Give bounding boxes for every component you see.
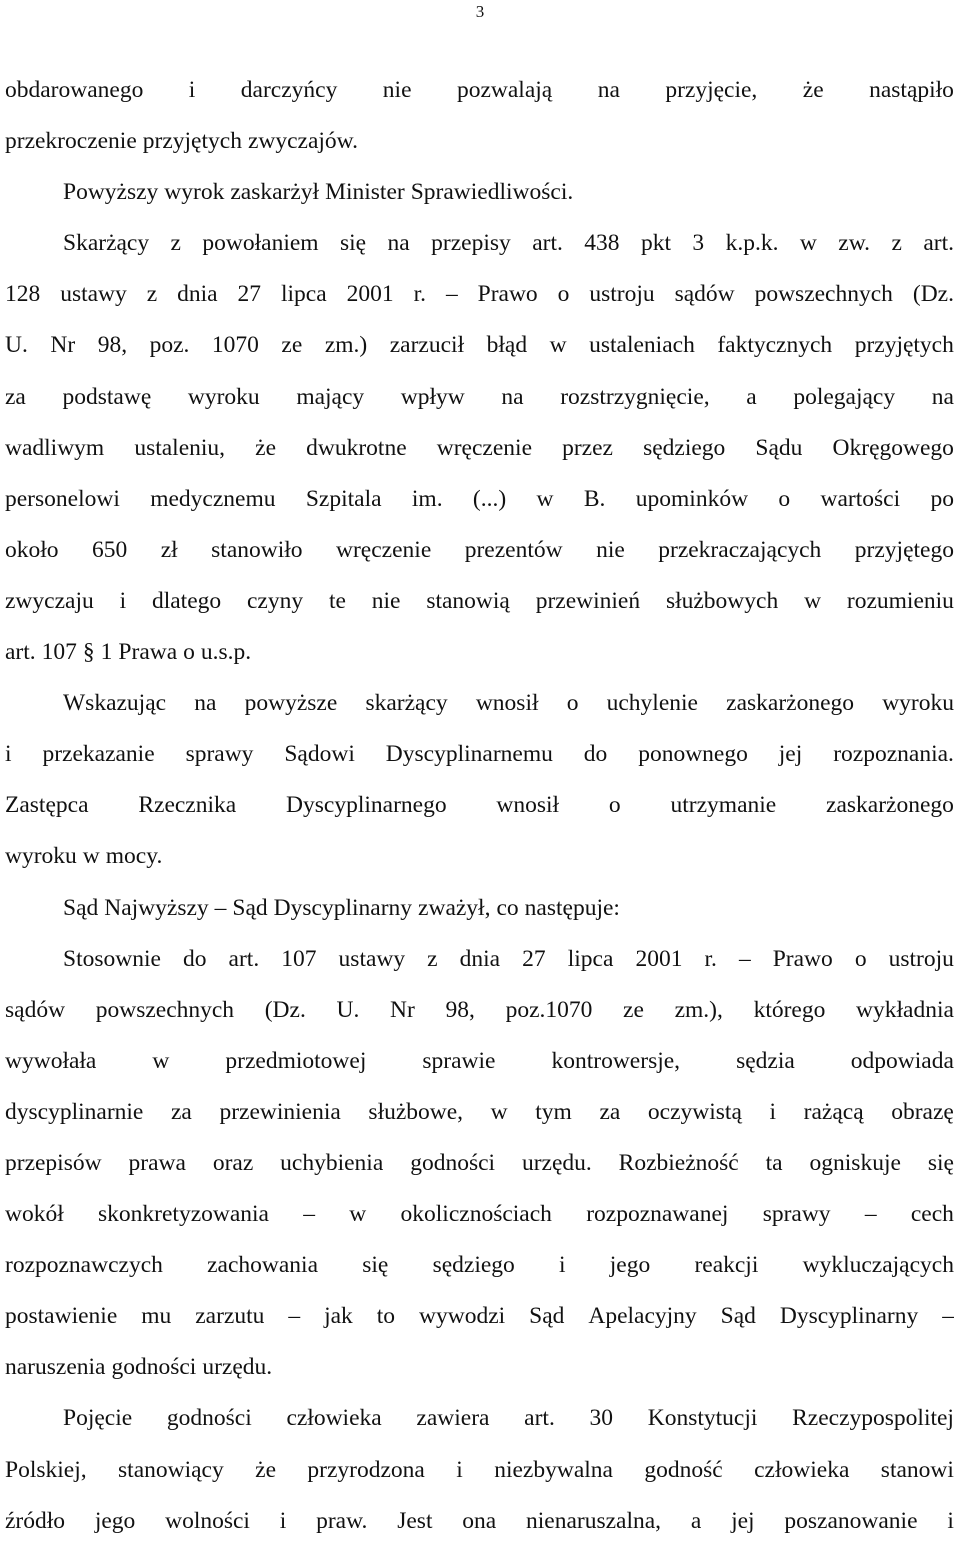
- page-number: 3: [475, 2, 485, 21]
- word: reakcji: [694, 1252, 759, 1279]
- word: do: [182, 945, 207, 972]
- word: za: [599, 1098, 621, 1125]
- text-line: [5, 1036, 954, 1087]
- word: uchybienia: [280, 1149, 384, 1176]
- word: w: [82, 843, 100, 870]
- text-line: [5, 934, 954, 985]
- text-line: [5, 167, 954, 218]
- text-line: [5, 218, 954, 269]
- word: 650: [92, 536, 128, 563]
- word: uchylenie: [606, 690, 698, 717]
- word: się: [362, 1252, 389, 1279]
- word: Dyscyplinarnego: [286, 792, 447, 819]
- text-line: [5, 1087, 954, 1138]
- word: utrzymanie: [670, 792, 777, 819]
- word: w: [799, 230, 817, 257]
- word: §: [82, 639, 95, 666]
- word: zaskarżonego: [826, 792, 954, 819]
- word: w: [804, 587, 822, 614]
- word: obrazę: [891, 1098, 954, 1125]
- word: wyroku: [5, 843, 77, 870]
- word: rozpoznania.: [833, 741, 954, 768]
- word: stanowią: [426, 587, 510, 614]
- word: skarżący: [365, 690, 448, 717]
- word: człowieka: [754, 1456, 850, 1483]
- word: urzędu.: [202, 1354, 273, 1381]
- word: na: [387, 230, 410, 257]
- word: obdarowanego: [5, 77, 144, 103]
- word: 1070: [211, 332, 259, 359]
- word: 107: [41, 639, 77, 666]
- word: a: [746, 383, 757, 410]
- word: Sąd: [529, 1303, 565, 1330]
- word: wolności: [165, 1507, 250, 1534]
- word: pkt: [640, 230, 671, 257]
- word: Nr: [390, 996, 415, 1023]
- word: w: [349, 1201, 367, 1228]
- word: przedmiotowej: [225, 1047, 367, 1074]
- word: urzędu.: [521, 1149, 592, 1176]
- word: wyroku: [882, 690, 954, 717]
- word: Skarżący: [63, 230, 150, 257]
- word: r.: [704, 945, 717, 972]
- word: jego: [94, 1507, 136, 1534]
- word: jej: [731, 1507, 755, 1534]
- word: darczyńcy: [240, 77, 338, 103]
- word: upominków: [635, 485, 749, 512]
- word: medycznemu: [150, 485, 276, 512]
- word: że: [255, 434, 277, 461]
- word: ze: [623, 996, 644, 1023]
- word: postawienie: [5, 1303, 118, 1330]
- word: powszechnych: [754, 281, 893, 308]
- word: przez: [562, 434, 613, 461]
- word: służbowych: [665, 587, 779, 614]
- word: wręczenie: [336, 536, 432, 563]
- word: o: [566, 690, 579, 717]
- word: 2001: [346, 281, 394, 308]
- word: Prawo: [477, 281, 538, 308]
- word: przepisów: [5, 1149, 102, 1176]
- word: art.: [524, 1405, 555, 1432]
- word: Minister: [325, 179, 405, 206]
- word: Sąd: [63, 894, 99, 921]
- word: w: [152, 1047, 170, 1074]
- word: to: [376, 1303, 396, 1330]
- word: Konstytucji: [647, 1405, 758, 1432]
- text-line: [5, 576, 954, 627]
- word: k.p.k.: [725, 230, 779, 257]
- text-line: [5, 831, 954, 882]
- word: przyrodzona: [307, 1456, 425, 1483]
- word: i: [5, 741, 12, 768]
- word: 98,: [97, 332, 128, 359]
- word: sądów: [5, 996, 66, 1023]
- word: przyjęcie,: [665, 77, 758, 103]
- word: zachowania: [207, 1252, 319, 1279]
- word: zarzutu: [195, 1303, 265, 1330]
- word: dlatego: [151, 587, 222, 614]
- text-line: [5, 1342, 954, 1393]
- word: Pojęcie: [63, 1405, 133, 1432]
- word: Szpitala: [305, 485, 382, 512]
- word: jak: [324, 1303, 353, 1330]
- word: lipca: [281, 281, 327, 308]
- word: za: [170, 1098, 192, 1125]
- word: podstawę: [62, 383, 152, 410]
- word: U.: [5, 332, 28, 359]
- word: rozstrzygnięcie,: [560, 383, 710, 410]
- word: rozpoznawczych: [5, 1252, 163, 1279]
- word: oraz: [212, 1149, 254, 1176]
- word: godności: [166, 1405, 252, 1432]
- word: sprawy: [185, 741, 254, 768]
- word: Sądowi: [284, 741, 355, 768]
- word: prawa: [128, 1149, 186, 1176]
- word: poz.1070: [505, 996, 593, 1023]
- word: Rzecznika: [138, 792, 237, 819]
- word: zaskarżył: [230, 179, 320, 206]
- text-line: [5, 1291, 954, 1342]
- word: wręczenie: [436, 434, 532, 461]
- word: Dyscyplinarny: [273, 894, 413, 921]
- word: i: [119, 587, 127, 614]
- word: dyscyplinarnie: [5, 1098, 144, 1125]
- word: r.: [413, 281, 426, 308]
- word: Prawa: [118, 639, 178, 666]
- word: Dyscyplinarny: [779, 1303, 919, 1330]
- word: wadliwym: [5, 434, 105, 461]
- word: zm.): [324, 332, 368, 359]
- text-line: [5, 678, 954, 729]
- word: ogniskuje: [809, 1149, 901, 1176]
- word: Sąd: [232, 894, 268, 921]
- word: zaskarżonego: [726, 690, 855, 717]
- word: na: [501, 383, 524, 410]
- word: o: [778, 485, 791, 512]
- word: powyższe: [244, 690, 338, 717]
- word: wnosił: [496, 792, 560, 819]
- text-line: [5, 1445, 954, 1496]
- word: sędziego: [432, 1252, 515, 1279]
- text-line: [5, 1393, 954, 1444]
- word: Nr: [50, 332, 76, 359]
- word: do: [583, 741, 608, 768]
- word: wyrok: [164, 179, 225, 206]
- text-line: [5, 1189, 954, 1240]
- word: zarzucił: [389, 332, 465, 359]
- word: praw.: [316, 1507, 368, 1534]
- word: stanowiący: [118, 1456, 224, 1483]
- word: przyjętych: [142, 128, 242, 155]
- word: dnia: [177, 281, 218, 308]
- word: art.: [923, 230, 954, 257]
- word: Okręgowego: [832, 434, 954, 461]
- word: 1: [100, 639, 113, 666]
- word: ustawy: [338, 945, 406, 972]
- word: Sąd: [720, 1303, 756, 1330]
- word: przepisy: [431, 230, 511, 257]
- word: 98,: [445, 996, 475, 1023]
- word: przewinienia: [219, 1098, 341, 1125]
- text-line: [5, 320, 954, 371]
- word: art.: [5, 639, 36, 666]
- word: ona: [462, 1507, 497, 1534]
- document-body: [5, 65, 954, 1547]
- word: mu: [141, 1303, 172, 1330]
- word: źródło: [5, 1507, 66, 1534]
- word: 3: [692, 230, 705, 257]
- word: –: [303, 1201, 316, 1228]
- word: godności: [111, 1354, 197, 1381]
- text-line: [5, 1138, 954, 1189]
- word: rozpoznawanej: [586, 1201, 729, 1228]
- word: ponownego: [638, 741, 748, 768]
- word: wnosił: [475, 690, 539, 717]
- word: im.: [411, 485, 443, 512]
- word: stanowi: [880, 1456, 954, 1483]
- word: Rzeczypospolitej: [792, 1405, 954, 1432]
- word: jego: [609, 1252, 651, 1279]
- word: –: [288, 1303, 301, 1330]
- word: na: [194, 690, 217, 717]
- word: powołaniem: [202, 230, 319, 257]
- word: wykluczających: [802, 1252, 954, 1279]
- word: faktycznych: [717, 332, 833, 359]
- word: się: [340, 230, 367, 257]
- word: 27: [522, 945, 546, 972]
- text-line: [5, 372, 954, 423]
- word: sędzia: [736, 1047, 795, 1074]
- word: około: [5, 536, 59, 563]
- word: art.: [532, 230, 563, 257]
- word: cech: [910, 1201, 954, 1228]
- word: naruszenia: [5, 1354, 106, 1381]
- word: o: [183, 639, 195, 666]
- word: odpowiada: [850, 1047, 954, 1074]
- word: i: [769, 1098, 777, 1125]
- text-line: [5, 780, 954, 831]
- word: nie: [596, 536, 625, 563]
- word: (Dz.: [264, 996, 306, 1023]
- word: z: [170, 230, 181, 257]
- word: godność: [644, 1456, 723, 1483]
- text-line: [5, 65, 954, 116]
- word: u.s.p.: [200, 639, 252, 666]
- word: za: [5, 383, 26, 410]
- word: ze: [281, 332, 303, 359]
- word: pozwalają: [456, 77, 553, 103]
- word: ustawy: [60, 281, 127, 308]
- word: wpływ: [400, 383, 465, 410]
- word: którego: [753, 996, 826, 1023]
- word: o: [608, 792, 621, 819]
- word: Stosownie: [63, 945, 161, 972]
- word: –: [214, 894, 227, 921]
- word: przyjętych: [854, 332, 954, 359]
- word: niezbywalna: [494, 1456, 613, 1483]
- word: art.: [228, 945, 260, 972]
- word: dwukrotne: [306, 434, 407, 461]
- word: Sprawiedliwości.: [410, 179, 574, 206]
- word: Jest: [397, 1507, 433, 1534]
- word: sprawie: [422, 1047, 496, 1074]
- text-line: [5, 627, 954, 678]
- word: Wskazując: [63, 690, 167, 717]
- word: z: [146, 281, 158, 308]
- word: Polskiej,: [5, 1456, 87, 1483]
- word: oczywistą: [647, 1098, 742, 1125]
- word: zm.),: [674, 996, 723, 1023]
- word: wykładnia: [856, 996, 954, 1023]
- word: 27: [237, 281, 262, 308]
- word: –: [864, 1201, 877, 1228]
- word: Powyższy: [63, 179, 159, 206]
- word: że: [802, 77, 824, 103]
- word: rażącą: [803, 1098, 864, 1125]
- text-line: [5, 1240, 954, 1291]
- word: prezentów: [464, 536, 563, 563]
- word: co: [496, 894, 519, 921]
- word: zwyczajów.: [247, 128, 358, 155]
- word: nastąpiło: [869, 77, 954, 103]
- word: Rozbieżność: [618, 1149, 739, 1176]
- word: przyjętego: [854, 536, 954, 563]
- word: Najwyższy: [104, 894, 209, 921]
- word: ustroju: [589, 281, 655, 308]
- word: i: [947, 1507, 954, 1534]
- word: stanowiło: [211, 536, 303, 563]
- word: służbowe,: [368, 1098, 464, 1125]
- word: i: [188, 77, 196, 103]
- word: wartości: [820, 485, 901, 512]
- word: zw.: [838, 230, 871, 257]
- text-line: [5, 985, 954, 1036]
- word: o: [557, 281, 570, 308]
- word: 107: [281, 945, 317, 972]
- word: w: [490, 1098, 508, 1125]
- text-line: [5, 474, 954, 525]
- word: personelowi: [5, 485, 120, 512]
- word: ustroju: [888, 945, 954, 972]
- word: skonkretyzowania: [98, 1201, 269, 1228]
- word: mający: [296, 383, 365, 410]
- word: 30: [589, 1405, 614, 1432]
- word: jej: [778, 741, 803, 768]
- word: tym: [535, 1098, 572, 1125]
- text-line: [5, 269, 954, 320]
- word: wyroku: [187, 383, 260, 410]
- word: że: [255, 1456, 277, 1483]
- word: mocy.: [105, 843, 163, 870]
- word: zł: [160, 536, 178, 563]
- word: Sądu: [755, 434, 803, 461]
- word: wokół: [5, 1201, 64, 1228]
- text-line: [5, 883, 954, 934]
- word: się: [927, 1149, 954, 1176]
- word: –: [445, 281, 458, 308]
- word: ustaleniu,: [134, 434, 226, 461]
- word: na: [597, 77, 620, 103]
- word: poszanowanie: [784, 1507, 918, 1534]
- word: okolicznościach: [400, 1201, 552, 1228]
- word: polegający: [793, 383, 896, 410]
- word: ta: [765, 1149, 783, 1176]
- word: z: [427, 945, 438, 972]
- word: B.: [583, 485, 606, 512]
- word: 438: [584, 230, 620, 257]
- text-line: [5, 423, 954, 474]
- word: poz.: [149, 332, 190, 359]
- word: 128: [5, 281, 41, 308]
- word: rozumieniu: [846, 587, 954, 614]
- text-line: [5, 1496, 954, 1547]
- word: i: [559, 1252, 566, 1279]
- word: przekazanie: [42, 741, 155, 768]
- word: Dyscyplinarnemu: [385, 741, 553, 768]
- word: –: [942, 1303, 954, 1330]
- word: następuje:: [524, 894, 620, 921]
- text-line: [5, 525, 954, 576]
- word: człowieka: [286, 1405, 382, 1432]
- word: a: [690, 1507, 702, 1534]
- word: nie: [382, 77, 412, 103]
- word: dnia: [459, 945, 501, 972]
- word: na: [931, 383, 954, 410]
- word: czyny: [246, 587, 304, 614]
- word: po: [930, 485, 954, 512]
- word: Apelacyjny: [588, 1303, 697, 1330]
- word: ustaleniach: [589, 332, 695, 359]
- text-line: [5, 116, 954, 167]
- word: w: [549, 332, 567, 359]
- word: i: [456, 1456, 463, 1483]
- word: sędziego: [643, 434, 726, 461]
- text-line: [5, 729, 954, 780]
- word: godności: [410, 1149, 496, 1176]
- word: zwyczaju: [5, 587, 94, 614]
- word: lipca: [567, 945, 614, 972]
- word: sprawy: [762, 1201, 831, 1228]
- word: przekroczenie: [5, 128, 137, 155]
- word: 2001: [635, 945, 683, 972]
- word: (...): [472, 485, 507, 512]
- word: te: [328, 587, 346, 614]
- word: nienaruszalna,: [526, 1507, 662, 1534]
- word: sądów: [674, 281, 735, 308]
- word: wywołała: [5, 1047, 97, 1074]
- word: nie: [371, 587, 401, 614]
- word: Zastępca: [5, 792, 89, 819]
- word: kontrowersje,: [551, 1047, 681, 1074]
- word: błąd: [486, 332, 528, 359]
- word: (Dz.: [912, 281, 954, 308]
- word: wywodzi: [419, 1303, 506, 1330]
- word: z: [891, 230, 902, 257]
- word: o: [854, 945, 867, 972]
- word: zawiera: [416, 1405, 490, 1432]
- word: U.: [336, 996, 360, 1023]
- word: Prawo: [772, 945, 833, 972]
- word: zważył,: [418, 894, 491, 921]
- word: powszechnych: [95, 996, 235, 1023]
- word: przekraczających: [658, 536, 822, 563]
- word: w: [536, 485, 554, 512]
- word: i: [279, 1507, 287, 1534]
- word: –: [738, 945, 751, 972]
- word: przewinień: [535, 587, 641, 614]
